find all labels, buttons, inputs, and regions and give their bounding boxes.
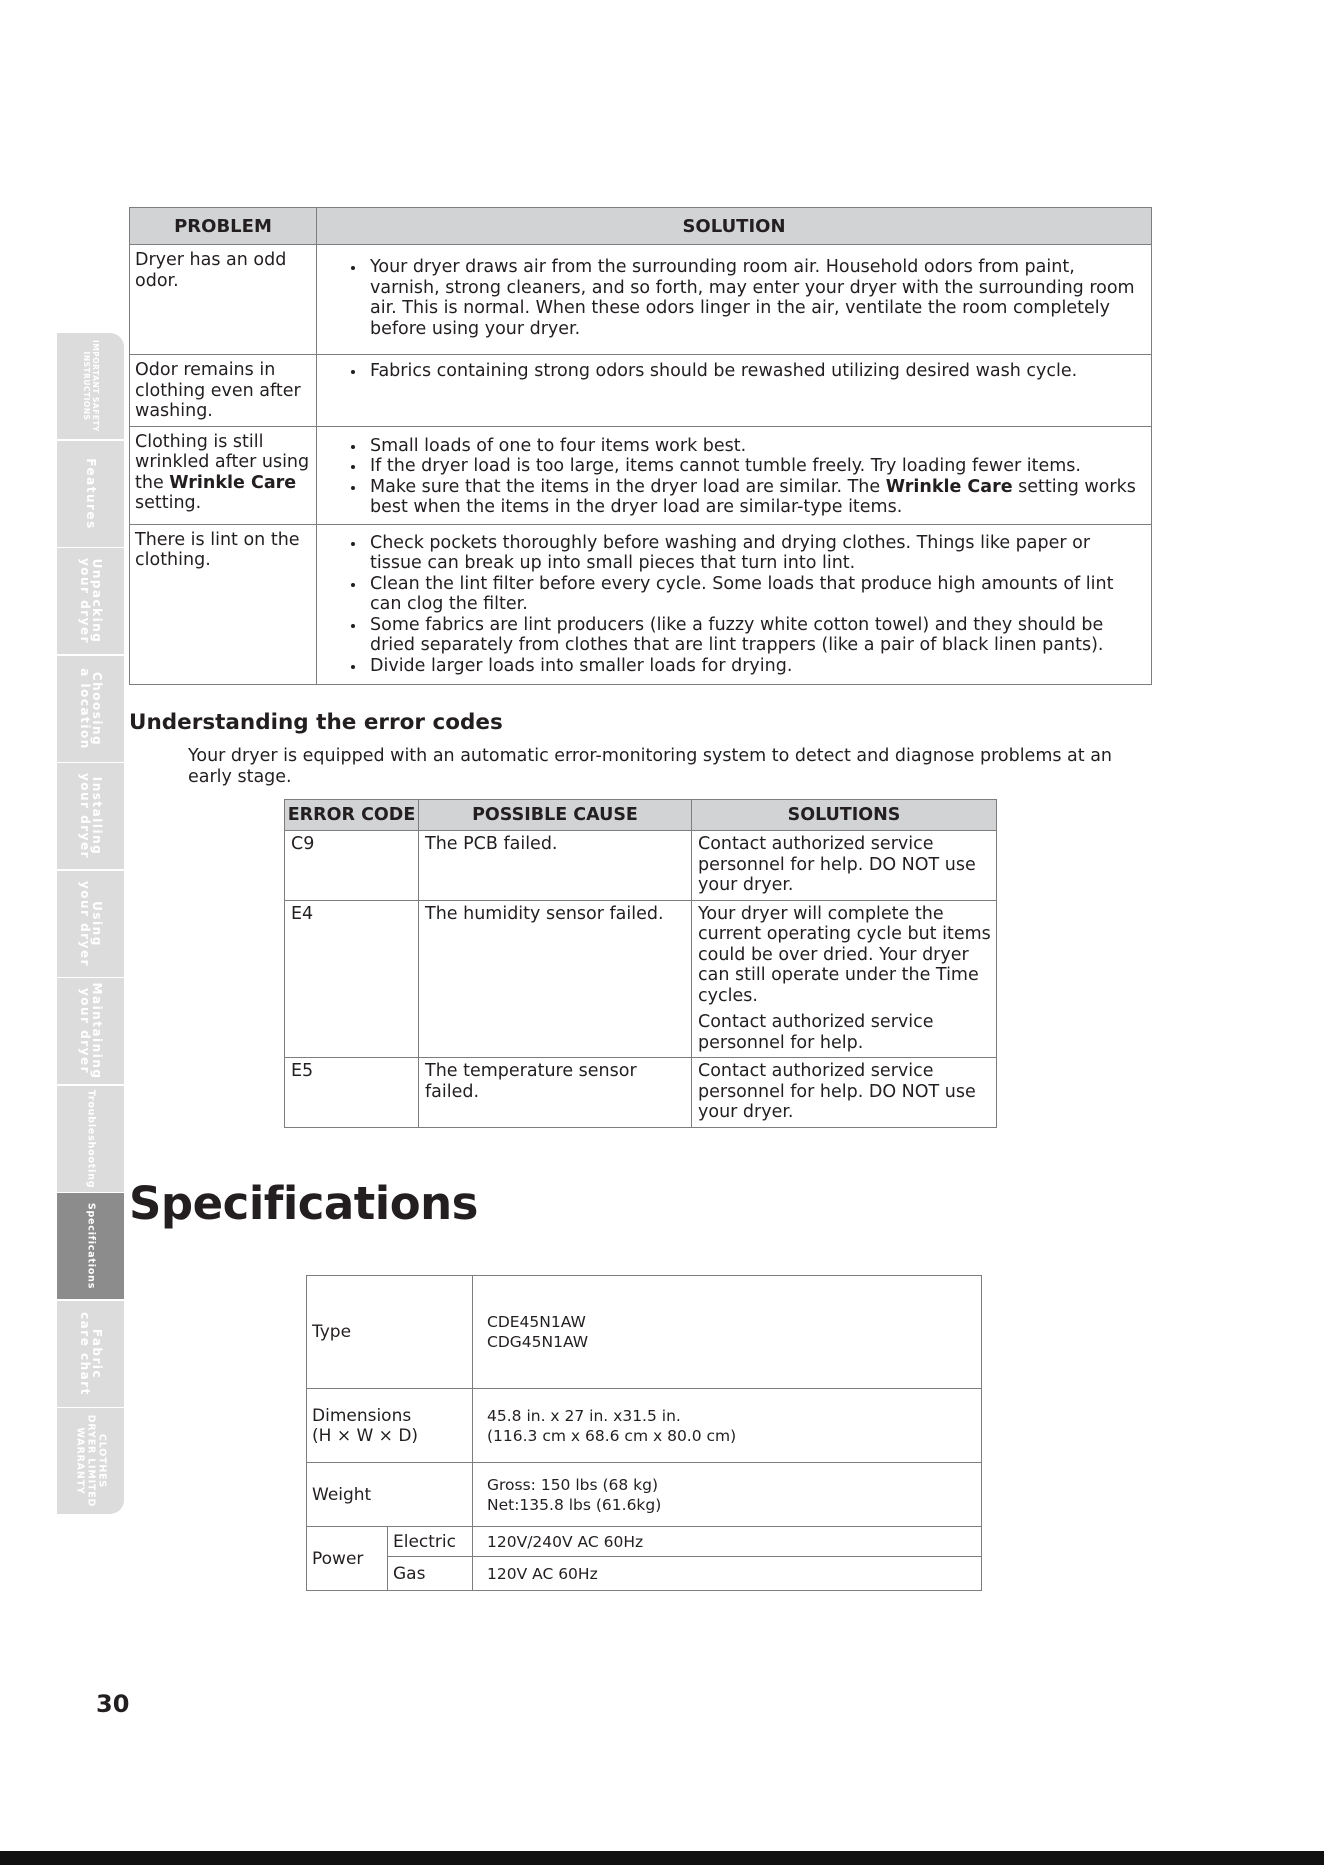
solution-cell: Contact authorized service personnel for help. DO NOT use your dryer.: [692, 1058, 997, 1128]
side-tab-specifications[interactable]: Specifications: [57, 1193, 124, 1299]
gas-label: Gas: [388, 1557, 473, 1591]
solution-item: • Fabrics containing strong odors should be rewashed utilizing desired wash cycle.: [366, 361, 1141, 382]
error-codes-table: [284, 799, 997, 1128]
solution-cell: [317, 355, 1152, 427]
side-tab-troubleshooting[interactable]: Troubleshooting: [57, 1086, 124, 1192]
solution-item: • Some fabrics are lint producers (like a fuzzy white cotton towel) and they should be dried separately from clothes that are lint trappers (like a pair of black linen pants).: [366, 615, 1141, 656]
problem-cell: Dryer has an odd odor.: [130, 245, 317, 355]
side-tab-installing[interactable]: Installing your dryer: [57, 763, 124, 869]
side-tab-features[interactable]: Features: [57, 441, 124, 547]
solution-cell: Your dryer will complete the current operating cycle but items could be over dried. Your dryer can still operate under the Time cycles. Contact authorized service personnel for help.: [692, 900, 997, 1058]
table-row: [285, 831, 997, 901]
problem-cell: Odor remains in clothing even after washing.: [130, 355, 317, 427]
type-value: CDE45N1AW CDG45N1AW: [473, 1276, 982, 1389]
table-row: [130, 524, 1152, 684]
table-header-row: [285, 800, 997, 831]
error-code-cell: C9: [285, 831, 419, 901]
side-tab-warranty[interactable]: CLOTHES DRYER LIMITED WARRANTY: [57, 1408, 124, 1514]
cause-cell: The humidity sensor failed.: [419, 900, 692, 1058]
problem-cell: Clothing is still wrinkled after using the Wrinkle Care setting.: [130, 426, 317, 524]
table-row: [307, 1527, 982, 1557]
error-code-cell: E5: [285, 1058, 419, 1128]
solution-item: • If the dryer load is too large, items cannot tumble freely. Try loading fewer items.: [366, 456, 1141, 477]
error-code-cell: E4: [285, 900, 419, 1058]
solution-cell: Contact authorized service personnel for help. DO NOT use your dryer.: [692, 831, 997, 901]
side-tab-choosing[interactable]: Choosing a location: [57, 656, 124, 762]
table-row: [307, 1463, 982, 1527]
table-row: [130, 426, 1152, 524]
cause-cell: The PCB failed.: [419, 831, 692, 901]
dimensions-label: Dimensions (H × W × D): [307, 1389, 473, 1463]
electric-label: Electric: [388, 1527, 473, 1557]
solution-header: SOLUTION: [317, 208, 1152, 245]
error-code-header: ERROR CODE: [285, 800, 419, 831]
bottom-scan-bar: [0, 1851, 1324, 1865]
specifications-heading: Specifications: [129, 1177, 478, 1230]
table-row: [307, 1557, 982, 1591]
solution-item: • Your dryer draws air from the surrounding room air. Household odors from paint, varnish, strong cleaners, and so forth, may enter your dryer with the surrounding room air. This is normal. When these odors linger in the air, ventilate the room completely before using your dryer.: [366, 257, 1141, 339]
table-header-row: [130, 208, 1152, 245]
solution-item: • Small loads of one to four items work best.: [366, 436, 1141, 457]
side-tab-safety[interactable]: IMPORTANT SAFETY INSTRUCTIONS: [57, 333, 124, 439]
table-row: [130, 245, 1152, 355]
solution-item: • Check pockets thoroughly before washing and drying clothes. Things like paper or tissue can break up into small pieces that turn into lint.: [366, 533, 1141, 574]
page-number: 30: [96, 1690, 130, 1718]
weight-value: Gross: 150 lbs (68 kg) Net:135.8 lbs (61.6kg): [473, 1463, 982, 1527]
problem-header: PROBLEM: [130, 208, 317, 245]
solution-item: • Divide larger loads into smaller loads for drying.: [366, 656, 1141, 677]
side-tab-maintaining[interactable]: Maintaining your dryer: [57, 978, 124, 1084]
electric-value: 120V/240V AC 60Hz: [473, 1527, 982, 1557]
gas-value: 120V AC 60Hz: [473, 1557, 982, 1591]
table-row: [285, 900, 997, 1058]
solution-cell: [317, 245, 1152, 355]
type-label: Type: [307, 1276, 473, 1389]
side-tab-nav: [57, 333, 124, 1516]
side-tab-using[interactable]: Using your dryer: [57, 871, 124, 977]
table-row: [285, 1058, 997, 1128]
solution-cell: [317, 426, 1152, 524]
table-row: [307, 1389, 982, 1463]
error-codes-heading: Understanding the error codes: [129, 710, 503, 735]
power-label: Power: [307, 1527, 388, 1591]
table-row: [307, 1276, 982, 1389]
troubleshooting-table: [129, 207, 1152, 685]
solutions-header: SOLUTIONS: [692, 800, 997, 831]
solution-item: • Clean the lint filter before every cycle. Some loads that produce high amounts of lint can clog the filter.: [366, 574, 1141, 615]
problem-cell: There is lint on the clothing.: [130, 524, 317, 684]
specifications-table: [306, 1275, 982, 1591]
side-tab-fabric-care[interactable]: Fabric care chart: [57, 1301, 124, 1407]
solution-cell: [317, 524, 1152, 684]
weight-label: Weight: [307, 1463, 473, 1527]
error-codes-intro: Your dryer is equipped with an automatic error-monitoring system to detect and diagnose problems at an early stage.: [188, 746, 1113, 787]
table-row: [130, 355, 1152, 427]
solution-item: • Make sure that the items in the dryer load are similar. The Wrinkle Care setting works best when the items in the dryer load are similar-type items.: [366, 477, 1141, 518]
cause-cell: The temperature sensor failed.: [419, 1058, 692, 1128]
side-tab-unpacking[interactable]: Unpacking your dryer: [57, 548, 124, 654]
dimensions-value: 45.8 in. x 27 in. x31.5 in. (116.3 cm x 68.6 cm x 80.0 cm): [473, 1389, 982, 1463]
possible-cause-header: POSSIBLE CAUSE: [419, 800, 692, 831]
